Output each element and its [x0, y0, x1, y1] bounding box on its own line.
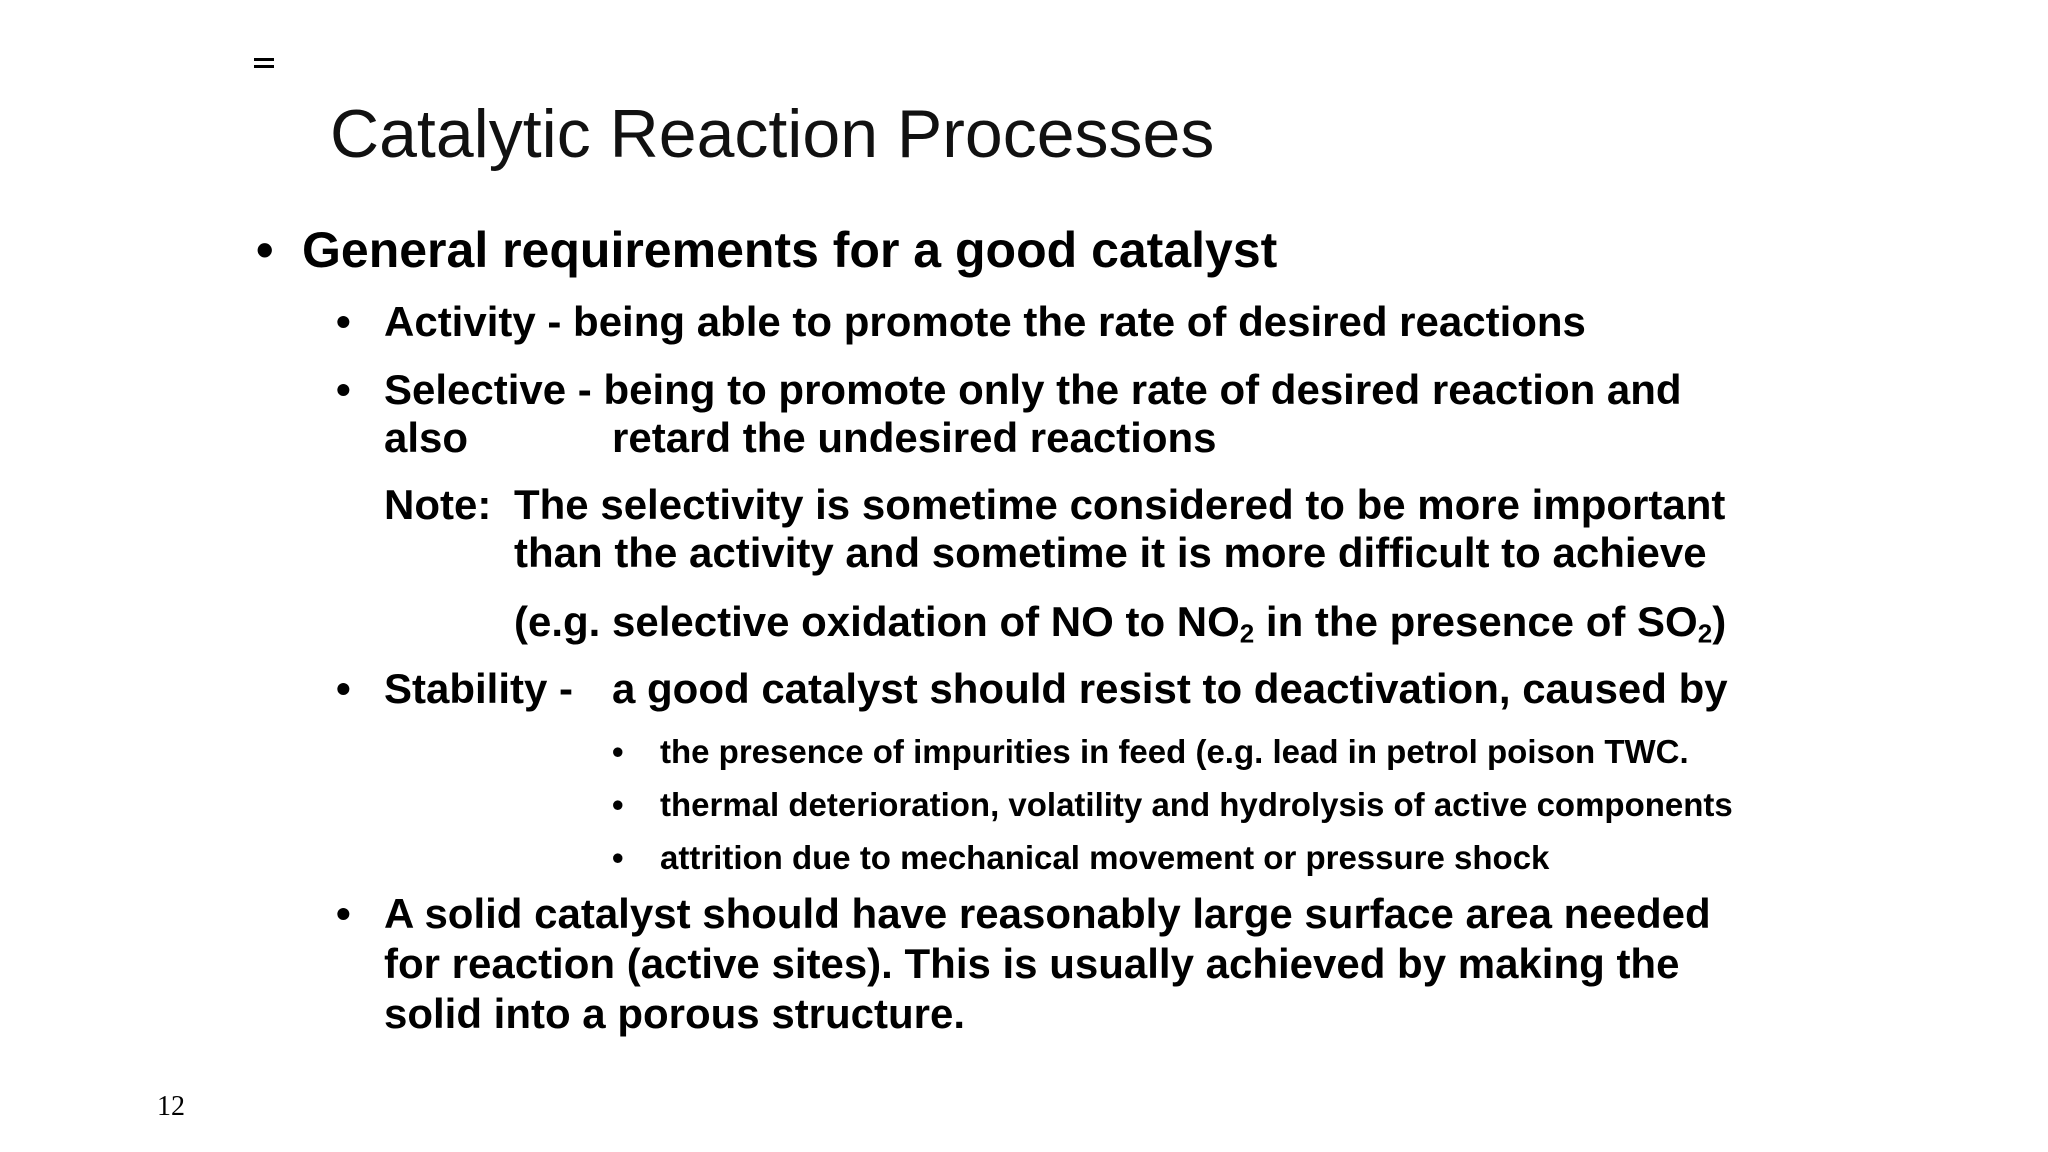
bullet-heading: General requirements for a good catalyst	[302, 222, 1278, 278]
bullet-selective-also: also	[384, 414, 469, 461]
bullet-dot: •	[612, 733, 624, 770]
corner-dash-mark	[254, 58, 274, 72]
cause-item: the presence of impurities in feed (e.g. lead in petrol poison TWC.	[660, 733, 1689, 770]
bullet-selective-line2: retard the undesired reactions	[612, 414, 1217, 461]
bullet-dot: •	[336, 298, 351, 345]
bullet-stability-label: Stability -	[384, 665, 574, 712]
cause-item: thermal deterioration, volatility and hydrolysis of active components	[660, 786, 1733, 823]
bullet-dot: •	[612, 839, 624, 876]
no2-subscript: 2	[1239, 618, 1255, 649]
bullet-dot: •	[336, 366, 351, 413]
bullet-activity: Activity - being able to promote the rate of desired reactions	[384, 298, 1586, 345]
cause-item: attrition due to mechanical movement or pressure shock	[660, 839, 1550, 876]
bullet-stability-text: a good catalyst should resist to deactivation, caused by	[612, 665, 1728, 712]
slide-title: Catalytic Reaction Processes	[330, 96, 1215, 172]
bullet-selective-line1: Selective - being to promote only the rate of desired reaction and	[384, 366, 1682, 413]
so2-subscript: 2	[1697, 618, 1713, 649]
note-example-part1: (e.g. selective oxidation of NO to NO	[514, 598, 1240, 645]
note-example-part2: in the presence of SO	[1254, 598, 1698, 645]
note-line2: than the activity and sometime it is more difficult to achieve	[514, 529, 1707, 576]
bullet-dot: •	[336, 665, 351, 712]
bullet-surface-line1: A solid catalyst should have reasonably large surface area needed	[384, 890, 1711, 937]
bullet-surface-line2: for reaction (active sites). This is usually achieved by making the	[384, 940, 1680, 987]
bullet-dot: •	[612, 786, 624, 823]
note-example-part3: )	[1712, 598, 1727, 645]
bullet-dot: •	[256, 222, 274, 278]
note-example	[514, 597, 1726, 647]
note-line1: The selectivity is sometime considered to be more important	[514, 481, 1726, 528]
note-label: Note:	[384, 481, 492, 528]
bullet-surface-line3: solid into a porous structure.	[384, 990, 966, 1037]
bullet-dot: •	[336, 890, 351, 937]
page-number: 12	[157, 1091, 185, 1122]
